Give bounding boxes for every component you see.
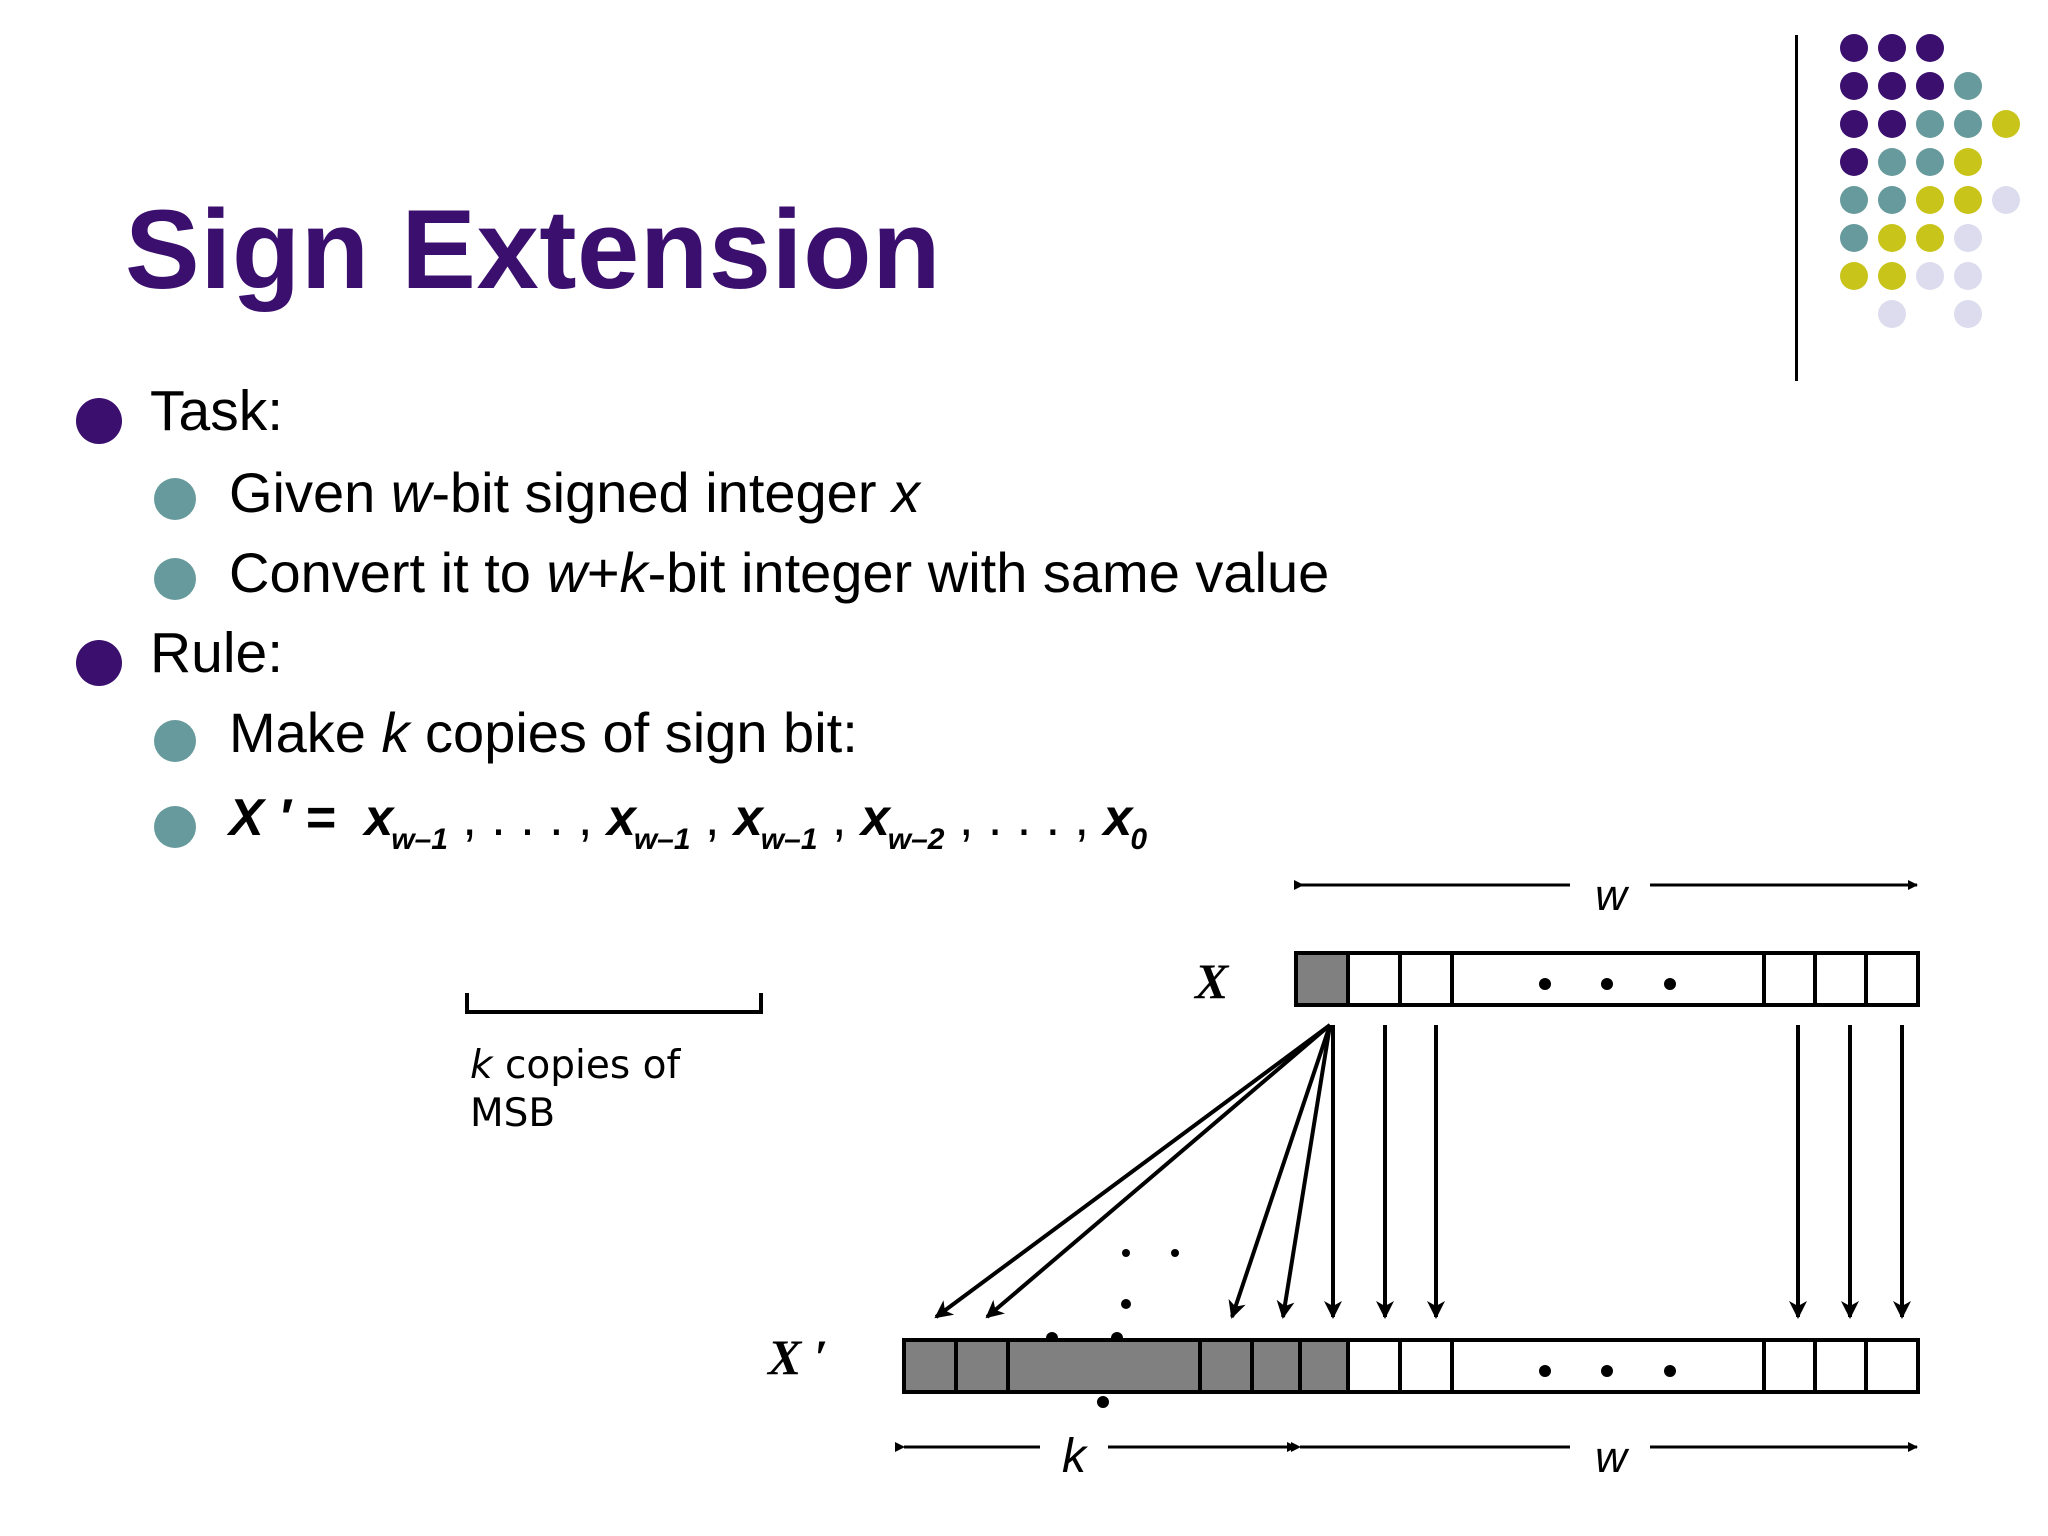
equation-term-3: $x_{w-1}$ [733, 789, 818, 856]
equation-lhs: X ′ = [229, 789, 336, 847]
task-convert-plus: + [586, 541, 620, 604]
task-convert-part2: -bit integer with same value [647, 541, 1330, 604]
task-given-part2: -bit signed integer [431, 461, 893, 524]
rule-make-part2: copies of sign bit: [409, 701, 858, 764]
k-label-bottom: k [1062, 1430, 1086, 1483]
x-register-label: X [1195, 953, 1229, 1009]
x-prime-register-label: X ′ [768, 1329, 828, 1385]
rule-make-k: k [381, 701, 410, 764]
task-convert-w: w [546, 541, 587, 604]
task-convert-k: k [619, 541, 648, 604]
bit-copy-arrows [1385, 1025, 1902, 1317]
task-heading: Task: [150, 379, 284, 443]
equation-separator-2: , [690, 789, 734, 847]
task-convert-part1: Convert it to [229, 541, 547, 604]
k-copies-bracket [467, 993, 761, 1012]
w-label-top: w [1595, 871, 1627, 920]
task-given-w: w [390, 461, 432, 524]
task-given-x: x [892, 461, 921, 524]
equation-term-5: $x_0$ [1103, 789, 1148, 856]
equation-term-4: $x_{w-2}$ [860, 789, 945, 856]
rule-make-part1: Make [229, 701, 382, 764]
slide-title: Sign Extension [125, 187, 941, 312]
rule-heading: Rule: [150, 621, 284, 685]
x-register [1296, 953, 1918, 1005]
k-dimension-bottom [904, 1430, 1296, 1483]
task-given-part1: Given [229, 461, 391, 524]
x-prime-register [904, 1340, 1918, 1392]
x-sign-bit-cell [1296, 953, 1348, 1005]
equation-separator-1: , . . . , [447, 789, 607, 847]
w-dimension-bottom [1300, 1433, 1917, 1482]
equation-term-2: $x_{w-1}$ [606, 789, 691, 856]
equation-term-1: $x_{w-1}$ [364, 789, 448, 856]
sign-bit-copy-arrows [936, 1025, 1333, 1317]
equation-separator-3: , [817, 789, 861, 847]
equation-separator-4: , . . . , [944, 789, 1104, 847]
w-dimension-top [1296, 871, 1917, 920]
w-label-bottom: w [1595, 1433, 1627, 1482]
k-copies-caption-line2: MSB [470, 1091, 556, 1136]
k-copies-caption-line1: k copies of [470, 1043, 681, 1088]
x-prime-extended-cells [904, 1340, 1348, 1392]
